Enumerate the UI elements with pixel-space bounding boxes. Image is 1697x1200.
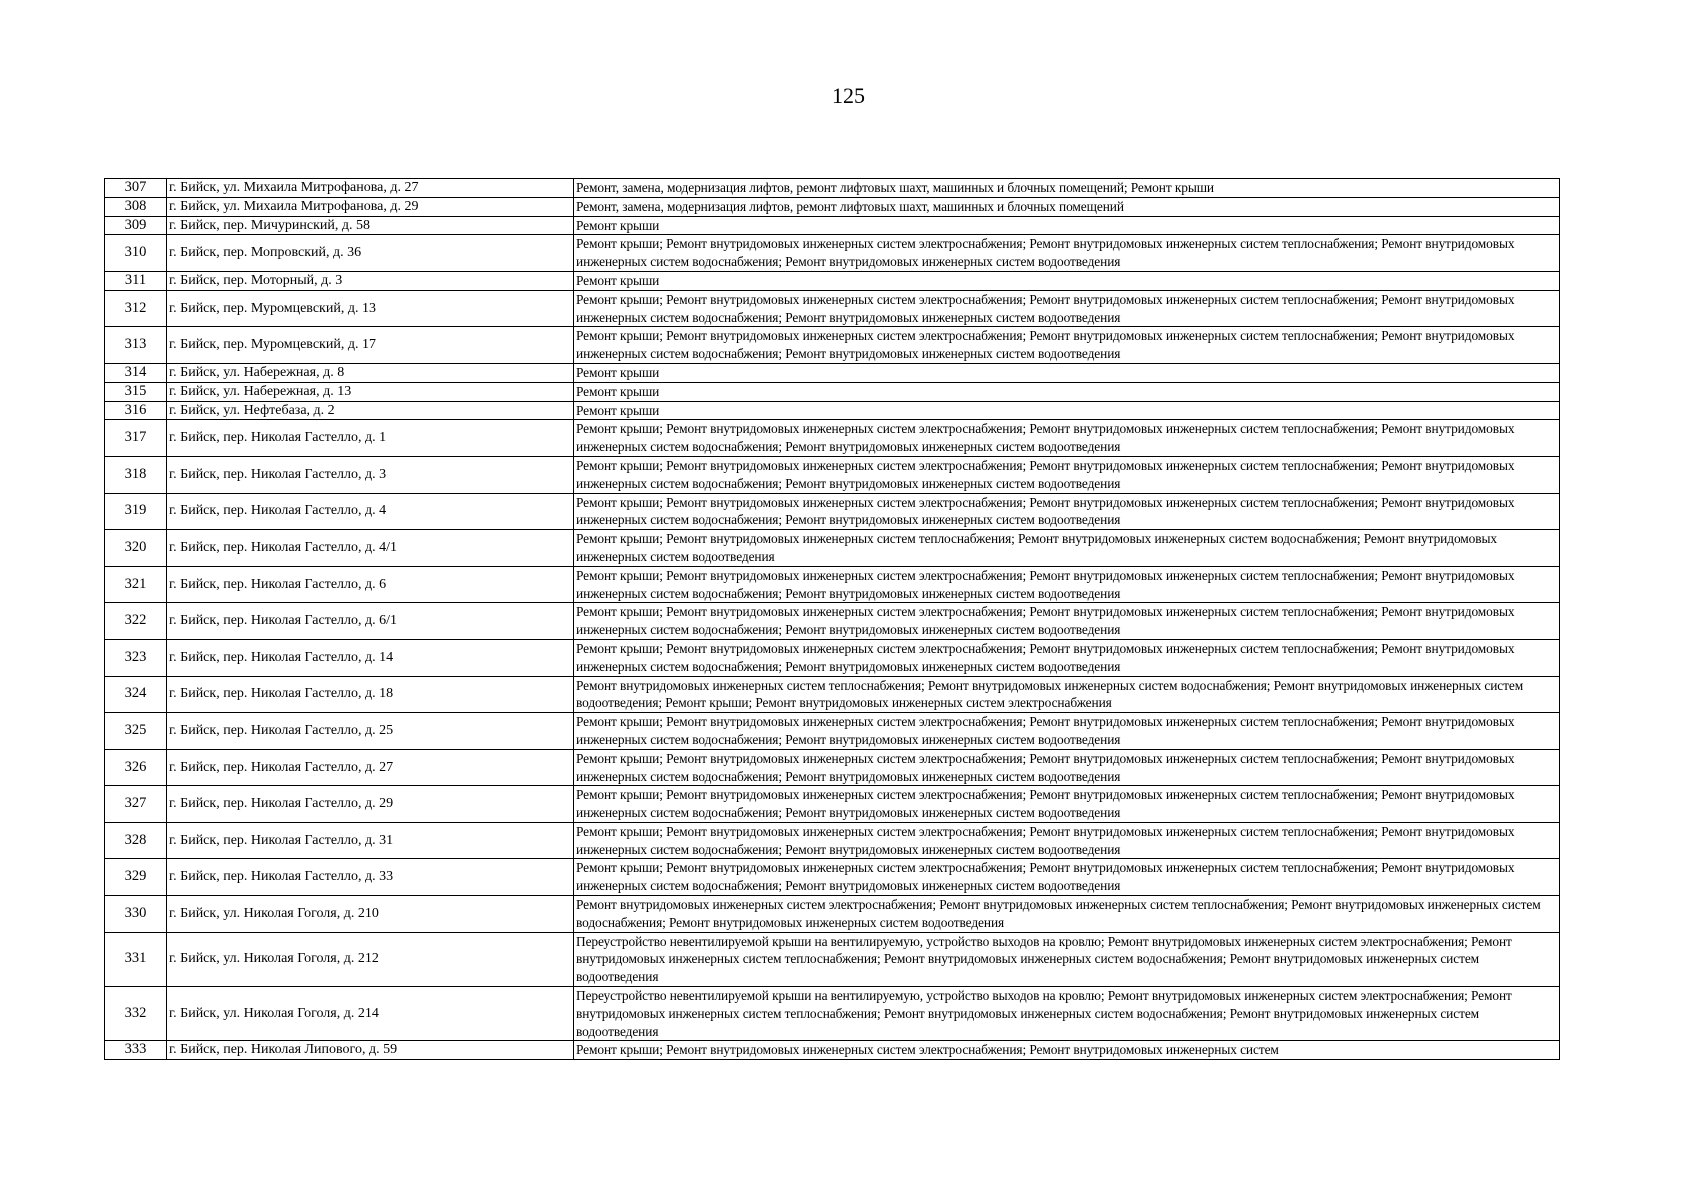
row-number: 333 (105, 1041, 167, 1060)
row-work-types: Ремонт крыши; Ремонт внутридомовых инженерных систем электроснабжения; Ремонт внутридомовых инженерных систем теплоснабжения; Ремонт внутридомовых инженерных систем водоснабжения; Ремонт внутридомовых инженерных систем водоотведения (574, 327, 1560, 364)
row-address: г. Бийск, пер. Николая Гастелло, д. 31 (167, 822, 574, 859)
row-work-types: Ремонт крыши (574, 216, 1560, 235)
row-number: 309 (105, 216, 167, 235)
table-row (105, 382, 1560, 401)
row-number: 330 (105, 896, 167, 933)
row-work-types: Ремонт крыши; Ремонт внутридомовых инженерных систем электроснабжения; Ремонт внутридомовых инженерных систем теплоснабжения; Ремонт внутридомовых инженерных систем водоснабжения; Ремонт внутридомовых инженерных систем водоотведения (574, 290, 1560, 327)
row-number: 307 (105, 179, 167, 198)
table-row (105, 401, 1560, 420)
row-number: 326 (105, 749, 167, 786)
row-address: г. Бийск, пер. Николая Гастелло, д. 27 (167, 749, 574, 786)
row-address: г. Бийск, пер. Николая Липового, д. 59 (167, 1041, 574, 1060)
table-row (105, 235, 1560, 272)
row-address: г. Бийск, пер. Николая Гастелло, д. 14 (167, 639, 574, 676)
row-number: 324 (105, 676, 167, 713)
table-row (105, 896, 1560, 933)
row-work-types: Ремонт крыши; Ремонт внутридомовых инженерных систем электроснабжения; Ремонт внутридомовых инженерных систем теплоснабжения; Ремонт внутридомовых инженерных систем водоснабжения; Ремонт внутридомовых инженерных систем водоотведения (574, 713, 1560, 750)
table-row (105, 987, 1560, 1041)
table-row (105, 456, 1560, 493)
row-number: 323 (105, 639, 167, 676)
row-work-types: Ремонт, замена, модернизация лифтов, ремонт лифтовых шахт, машинных и блочных помещений (574, 197, 1560, 216)
row-number: 314 (105, 363, 167, 382)
row-work-types: Ремонт крыши; Ремонт внутридомовых инженерных систем электроснабжения; Ремонт внутридомовых инженерных систем теплоснабжения; Ремонт внутридомовых инженерных систем водоснабжения; Ремонт внутридомовых инженерных систем водоотведения (574, 493, 1560, 530)
row-work-types: Ремонт внутридомовых инженерных систем теплоснабжения; Ремонт внутридомовых инженерных систем водоснабжения; Ремонт внутридомовых инженерных систем водоотведения; Ремонт крыши; Ремонт внутридомовых инженерных систем электроснабжения (574, 676, 1560, 713)
row-address: г. Бийск, ул. Михаила Митрофанова, д. 27 (167, 179, 574, 198)
table-row (105, 749, 1560, 786)
table-row (105, 676, 1560, 713)
table-row (105, 566, 1560, 603)
row-work-types: Ремонт крыши; Ремонт внутридомовых инженерных систем электроснабжения; Ремонт внутридомовых инженерных систем теплоснабжения; Ремонт внутридомовых инженерных систем водоснабжения; Ремонт внутридомовых инженерных систем водоотведения (574, 456, 1560, 493)
row-number: 319 (105, 493, 167, 530)
table-row (105, 420, 1560, 457)
repair-works-table (104, 178, 1560, 1060)
row-address: г. Бийск, пер. Николая Гастелло, д. 4/1 (167, 530, 574, 567)
row-number: 308 (105, 197, 167, 216)
table-row (105, 639, 1560, 676)
row-number: 322 (105, 603, 167, 640)
row-work-types: Ремонт крыши; Ремонт внутридомовых инженерных систем электроснабжения; Ремонт внутридомовых инженерных систем теплоснабжения; Ремонт внутридомовых инженерных систем водоснабжения; Ремонт внутридомовых инженерных систем водоотведения (574, 749, 1560, 786)
row-address: г. Бийск, пер. Муромцевский, д. 17 (167, 327, 574, 364)
row-number: 321 (105, 566, 167, 603)
row-work-types: Ремонт крыши (574, 401, 1560, 420)
row-number: 327 (105, 786, 167, 823)
row-work-types: Ремонт крыши; Ремонт внутридомовых инженерных систем электроснабжения; Ремонт внутридомовых инженерных систем теплоснабжения; Ремонт внутридомовых инженерных систем водоснабжения; Ремонт внутридомовых инженерных систем водоотведения (574, 639, 1560, 676)
row-number: 311 (105, 271, 167, 290)
row-address: г. Бийск, ул. Николая Гоголя, д. 210 (167, 896, 574, 933)
table-row (105, 786, 1560, 823)
table-row (105, 1041, 1560, 1060)
row-number: 320 (105, 530, 167, 567)
row-work-types: Ремонт, замена, модернизация лифтов, ремонт лифтовых шахт, машинных и блочных помещений; Ремонт крыши (574, 179, 1560, 198)
table-row (105, 530, 1560, 567)
row-work-types: Ремонт крыши (574, 271, 1560, 290)
row-work-types: Ремонт крыши; Ремонт внутридомовых инженерных систем электроснабжения; Ремонт внутридомовых инженерных систем теплоснабжения; Ремонт внутридомовых инженерных систем водоснабжения; Ремонт внутридомовых инженерных систем водоотведения (574, 566, 1560, 603)
row-work-types: Ремонт крыши (574, 382, 1560, 401)
row-address: г. Бийск, пер. Николая Гастелло, д. 33 (167, 859, 574, 896)
row-work-types: Ремонт крыши; Ремонт внутридомовых инженерных систем электроснабжения; Ремонт внутридомовых инженерных систем теплоснабжения; Ремонт внутридомовых инженерных систем водоснабжения; Ремонт внутридомовых инженерных систем водоотведения (574, 822, 1560, 859)
row-address: г. Бийск, пер. Мопровский, д. 36 (167, 235, 574, 272)
row-address: г. Бийск, пер. Николая Гастелло, д. 25 (167, 713, 574, 750)
table-row (105, 713, 1560, 750)
row-number: 331 (105, 932, 167, 986)
row-address: г. Бийск, ул. Николая Гоголя, д. 214 (167, 987, 574, 1041)
row-number: 325 (105, 713, 167, 750)
row-number: 316 (105, 401, 167, 420)
row-address: г. Бийск, ул. Набережная, д. 8 (167, 363, 574, 382)
row-number: 315 (105, 382, 167, 401)
table-row (105, 603, 1560, 640)
row-work-types: Ремонт внутридомовых инженерных систем электроснабжения; Ремонт внутридомовых инженерных систем теплоснабжения; Ремонт внутридомовых инженерных систем водоснабжения; Ремонт внутридомовых инженерных систем водоотведения (574, 896, 1560, 933)
table-row (105, 216, 1560, 235)
row-work-types: Переустройство невентилируемой крыши на вентилируемую, устройство выходов на кровлю; Ремонт внутридомовых инженерных систем электроснабжения; Ремонт внутридомовых инженерных систем теплоснабжения; Ремонт внутридомовых инженерных систем водоснабжения; Ремонт внутридомовых инженерных систем водоотведения (574, 987, 1560, 1041)
table-row (105, 363, 1560, 382)
table-row (105, 932, 1560, 986)
row-address: г. Бийск, пер. Моторный, д. 3 (167, 271, 574, 290)
row-address: г. Бийск, ул. Михаила Митрофанова, д. 29 (167, 197, 574, 216)
row-work-types: Ремонт крыши; Ремонт внутридомовых инженерных систем теплоснабжения; Ремонт внутридомовых инженерных систем водоснабжения; Ремонт внутридомовых инженерных систем водоотведения (574, 530, 1560, 567)
row-address: г. Бийск, пер. Николая Гастелло, д. 6 (167, 566, 574, 603)
row-address: г. Бийск, ул. Нефтебаза, д. 2 (167, 401, 574, 420)
row-work-types: Ремонт крыши; Ремонт внутридомовых инженерных систем электроснабжения; Ремонт внутридомовых инженерных систем теплоснабжения; Ремонт внутридомовых инженерных систем водоснабжения; Ремонт внутридомовых инженерных систем водоотведения (574, 420, 1560, 457)
row-number: 318 (105, 456, 167, 493)
row-work-types: Ремонт крыши; Ремонт внутридомовых инженерных систем электроснабжения; Ремонт внутридомовых инженерных систем теплоснабжения; Ремонт внутридомовых инженерных систем водоснабжения; Ремонт внутридомовых инженерных систем водоотведения (574, 235, 1560, 272)
row-work-types: Ремонт крыши; Ремонт внутридомовых инженерных систем электроснабжения; Ремонт внутридомовых инженерных систем теплоснабжения; Ремонт внутридомовых инженерных систем водоснабжения; Ремонт внутридомовых инженерных систем водоотведения (574, 786, 1560, 823)
row-work-types: Ремонт крыши (574, 363, 1560, 382)
table-row (105, 859, 1560, 896)
table-row (105, 327, 1560, 364)
table-row (105, 271, 1560, 290)
row-address: г. Бийск, ул. Николая Гоголя, д. 212 (167, 932, 574, 986)
table-row (105, 822, 1560, 859)
row-number: 328 (105, 822, 167, 859)
row-number: 313 (105, 327, 167, 364)
row-number: 329 (105, 859, 167, 896)
row-number: 317 (105, 420, 167, 457)
row-address: г. Бийск, ул. Набережная, д. 13 (167, 382, 574, 401)
row-address: г. Бийск, пер. Мичуринский, д. 58 (167, 216, 574, 235)
row-address: г. Бийск, пер. Николая Гастелло, д. 4 (167, 493, 574, 530)
row-work-types: Ремонт крыши; Ремонт внутридомовых инженерных систем электроснабжения; Ремонт внутридомовых инженерных систем теплоснабжения; Ремонт внутридомовых инженерных систем водоснабжения; Ремонт внутридомовых инженерных систем водоотведения (574, 603, 1560, 640)
table-row (105, 290, 1560, 327)
table-row (105, 197, 1560, 216)
table-body (105, 179, 1560, 1060)
row-address: г. Бийск, пер. Муромцевский, д. 13 (167, 290, 574, 327)
row-address: г. Бийск, пер. Николая Гастелло, д. 3 (167, 456, 574, 493)
row-address: г. Бийск, пер. Николая Гастелло, д. 1 (167, 420, 574, 457)
row-address: г. Бийск, пер. Николая Гастелло, д. 6/1 (167, 603, 574, 640)
row-work-types: Ремонт крыши; Ремонт внутридомовых инженерных систем электроснабжения; Ремонт внутридомовых инженерных систем теплоснабжения; Ремонт внутридомовых инженерных систем водоснабжения; Ремонт внутридомовых инженерных систем водоотведения (574, 859, 1560, 896)
row-address: г. Бийск, пер. Николая Гастелло, д. 29 (167, 786, 574, 823)
table-row (105, 179, 1560, 198)
row-number: 332 (105, 987, 167, 1041)
row-address: г. Бийск, пер. Николая Гастелло, д. 18 (167, 676, 574, 713)
row-work-types: Ремонт крыши; Ремонт внутридомовых инженерных систем электроснабжения; Ремонт внутридомовых инженерных систем (574, 1041, 1560, 1060)
page-number: 125 (832, 83, 865, 108)
table-row (105, 493, 1560, 530)
row-work-types: Переустройство невентилируемой крыши на вентилируемую, устройство выходов на кровлю; Ремонт внутридомовых инженерных систем электроснабжения; Ремонт внутридомовых инженерных систем теплоснабжения; Ремонт внутридомовых инженерных систем водоснабжения; Ремонт внутридомовых инженерных систем водоотведения (574, 932, 1560, 986)
row-number: 312 (105, 290, 167, 327)
row-number: 310 (105, 235, 167, 272)
